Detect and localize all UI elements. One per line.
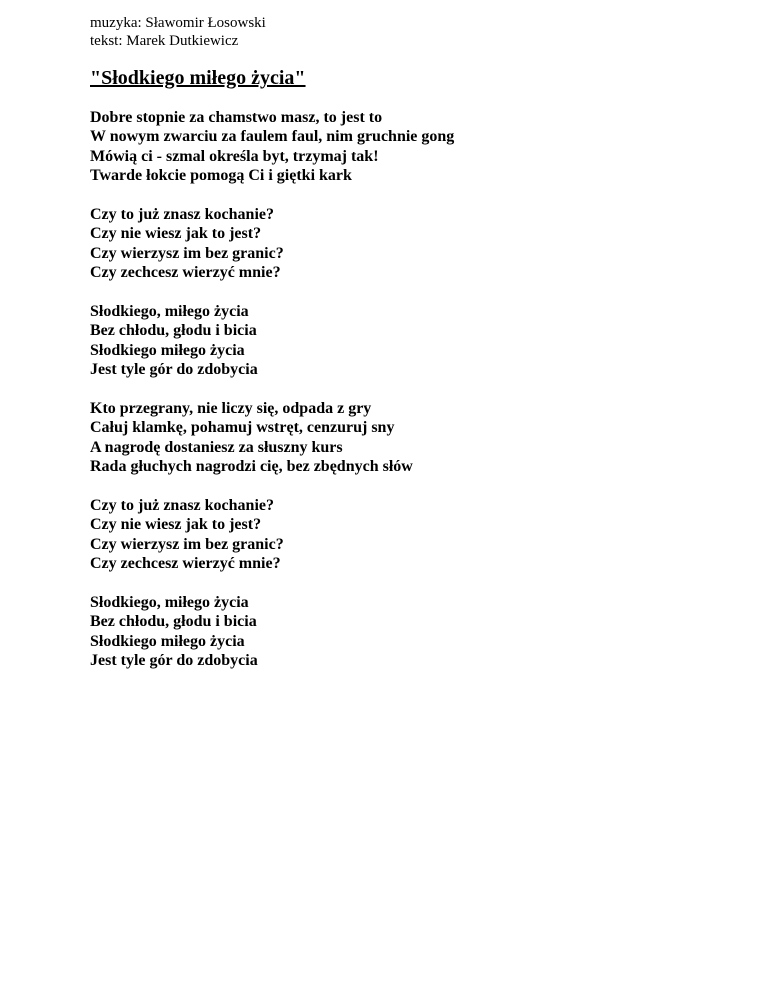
lyric-line: Całuj klamkę, pohamuj wstręt, cenzuruj sny bbox=[90, 419, 395, 437]
lyric-line: Jest tyle gór do zdobycia bbox=[90, 652, 258, 670]
lyric-line: Bez chłodu, głodu i bicia bbox=[90, 613, 257, 631]
stanza bbox=[90, 496, 454, 574]
lyric-line: Twarde łokcie pomogą Ci i giętki kark bbox=[90, 167, 352, 185]
lyric-line: Czy to już znasz kochanie? bbox=[90, 497, 274, 515]
lyric-line: Słodkiego, miłego życia bbox=[90, 594, 249, 612]
lyrics-credit: tekst: Marek Dutkiewicz bbox=[90, 33, 239, 49]
lyrics bbox=[90, 108, 454, 690]
lyric-line: Bez chłodu, głodu i bicia bbox=[90, 322, 257, 340]
stanza bbox=[90, 593, 454, 671]
lyric-line: Czy nie wiesz jak to jest? bbox=[90, 516, 262, 534]
lyric-line: W nowym zwarciu za faulem faul, nim gruchnie gong bbox=[90, 128, 455, 146]
stanza bbox=[90, 399, 454, 477]
stanza bbox=[90, 108, 454, 186]
lyric-line: Dobre stopnie za chamstwo masz, to jest to bbox=[90, 109, 383, 126]
lyric-line: Czy wierzysz im bez granic? bbox=[90, 535, 284, 553]
lyric-line: Czy zechcesz wierzyć mnie? bbox=[90, 264, 281, 282]
lyric-line: Czy nie wiesz jak to jest? bbox=[90, 225, 262, 243]
lyric-line: Słodkiego miłego życia bbox=[90, 341, 245, 359]
stanza bbox=[90, 302, 454, 380]
song-title: "Słodkiego miłego życia" bbox=[90, 67, 306, 89]
music-credit: muzyka: Sławomir Łosowski bbox=[90, 15, 266, 31]
lyric-line: Rada głuchych nagrodzi cię, bez zbędnych słów bbox=[90, 458, 413, 476]
lyric-line: Jest tyle gór do zdobycia bbox=[90, 361, 258, 379]
lyric-line: A nagrodę dostaniesz za słuszny kurs bbox=[90, 438, 343, 456]
lyric-line: Słodkiego, miłego życia bbox=[90, 303, 249, 321]
lyric-line: Mówią ci - szmal określa byt, trzymaj tak! bbox=[90, 147, 379, 165]
credits bbox=[90, 14, 266, 50]
lyric-line: Czy to już znasz kochanie? bbox=[90, 206, 274, 224]
lyric-line: Czy wierzysz im bez granic? bbox=[90, 244, 284, 262]
stanza bbox=[90, 205, 454, 283]
lyric-line: Czy zechcesz wierzyć mnie? bbox=[90, 555, 281, 573]
lyric-line: Kto przegrany, nie liczy się, odpada z gry bbox=[90, 400, 372, 418]
lyric-line: Słodkiego miłego życia bbox=[90, 632, 245, 650]
